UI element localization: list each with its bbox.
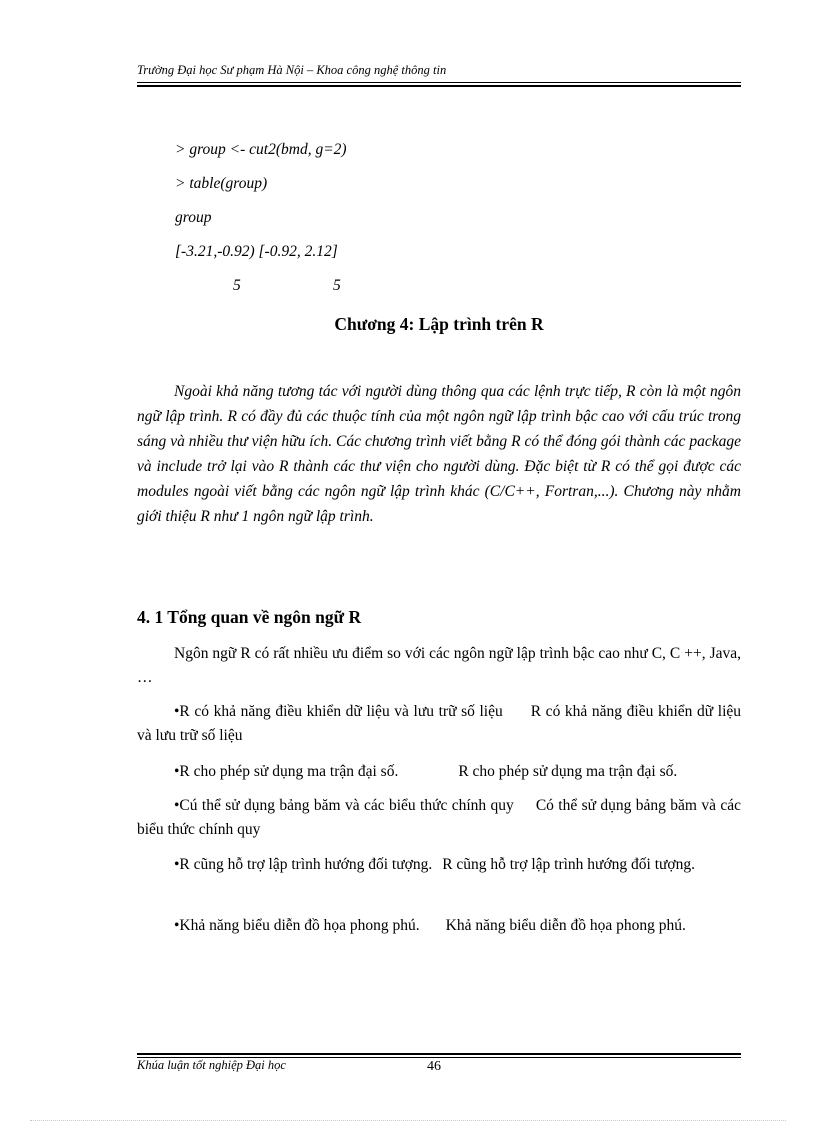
header-rule-thick — [137, 85, 741, 87]
page-header-title: Trường Đại học Sư phạm Hà Nội – Khoa công nghệ thông tin — [137, 63, 447, 77]
bullet-item — [137, 760, 741, 784]
code-line: > group <- cut2(bmd, g=2) — [175, 141, 347, 158]
bullet-left-text: •Cú thể sử dụng bảng băm và các biểu thức chính quy — [174, 797, 514, 814]
page-footer-text: Khúa luận tốt nghiệp Đại học — [137, 1058, 286, 1072]
group-count-second: 5 — [333, 277, 341, 294]
chapter-title: Chương 4: Lập trình trên R — [334, 314, 544, 334]
bullet-item — [137, 794, 741, 841]
code-line: > table(group) — [175, 175, 268, 192]
bullet-item — [137, 700, 741, 747]
chapter-intro-paragraph: Ngoài khả năng tương tác với người dùng thông qua các lệnh trực tiếp, R còn là một ngôn ngữ lập trình. R có đầy đủ các thuộc tính của một ngôn ngữ lập trình bậc cao với cấu trúc trong sáng và nhiều thư viện hữu ích. Các chương trình viết bằng R có thể đóng gói thành các package và include trở lại vào R thành các thư viện cho người dùng. Đặc biệt từ R có thể gọi được các modules ngoài viết bằng các ngôn ngữ lập trình khác (C/C++, Fortran,...). Chương này nhằm giới thiệu R như 1 ngôn ngữ lập trình. — [137, 383, 741, 525]
page-bottom-dotted-border — [30, 1120, 786, 1121]
page-number: 46 — [427, 1059, 441, 1074]
bullet-right-text: Khả năng biểu diễn đồ họa phong phú. — [445, 917, 686, 934]
bullet-left-text: •R cũng hỗ trợ lập trình hướng đối tượng. — [174, 856, 433, 873]
bullet-left-text: •R có khả năng điều khiển dữ liệu và lưu trữ số liệu — [174, 703, 503, 720]
bullet-right-text: R có khả năng điều khiển dữ liệu và lưu trữ số liệu — [137, 703, 741, 744]
header-rule-thin — [137, 82, 741, 83]
bullet-left-text: •Khả năng biểu diễn đồ họa phong phú. — [174, 917, 420, 934]
code-line: [-3.21,-0.92) [-0.92, 2.12] — [175, 243, 338, 260]
bullet-right-text: R cho phép sử dụng ma trận đại số. — [458, 763, 678, 780]
footer-rule-thick — [137, 1053, 741, 1055]
code-line: group — [175, 209, 212, 226]
bullet-right-text: R cũng hỗ trợ lập trình hướng đối tượng. — [442, 856, 695, 873]
overview-paragraph: Ngôn ngữ R có rất nhiều ưu điểm so với các ngôn ngữ lập trình bậc cao như C, C ++, Java, … — [137, 645, 741, 686]
section-title: 4. 1 Tổng quan về ngôn ngữ R — [137, 607, 362, 627]
bullet-item — [137, 853, 741, 877]
bullet-item — [137, 914, 741, 938]
bullet-left-text: •R cho phép sử dụng ma trận đại số. — [174, 763, 399, 780]
bullet-right-text: Có thể sử dụng bảng băm và các biểu thức chính quy — [137, 797, 741, 838]
group-count-first: 5 — [233, 277, 241, 294]
